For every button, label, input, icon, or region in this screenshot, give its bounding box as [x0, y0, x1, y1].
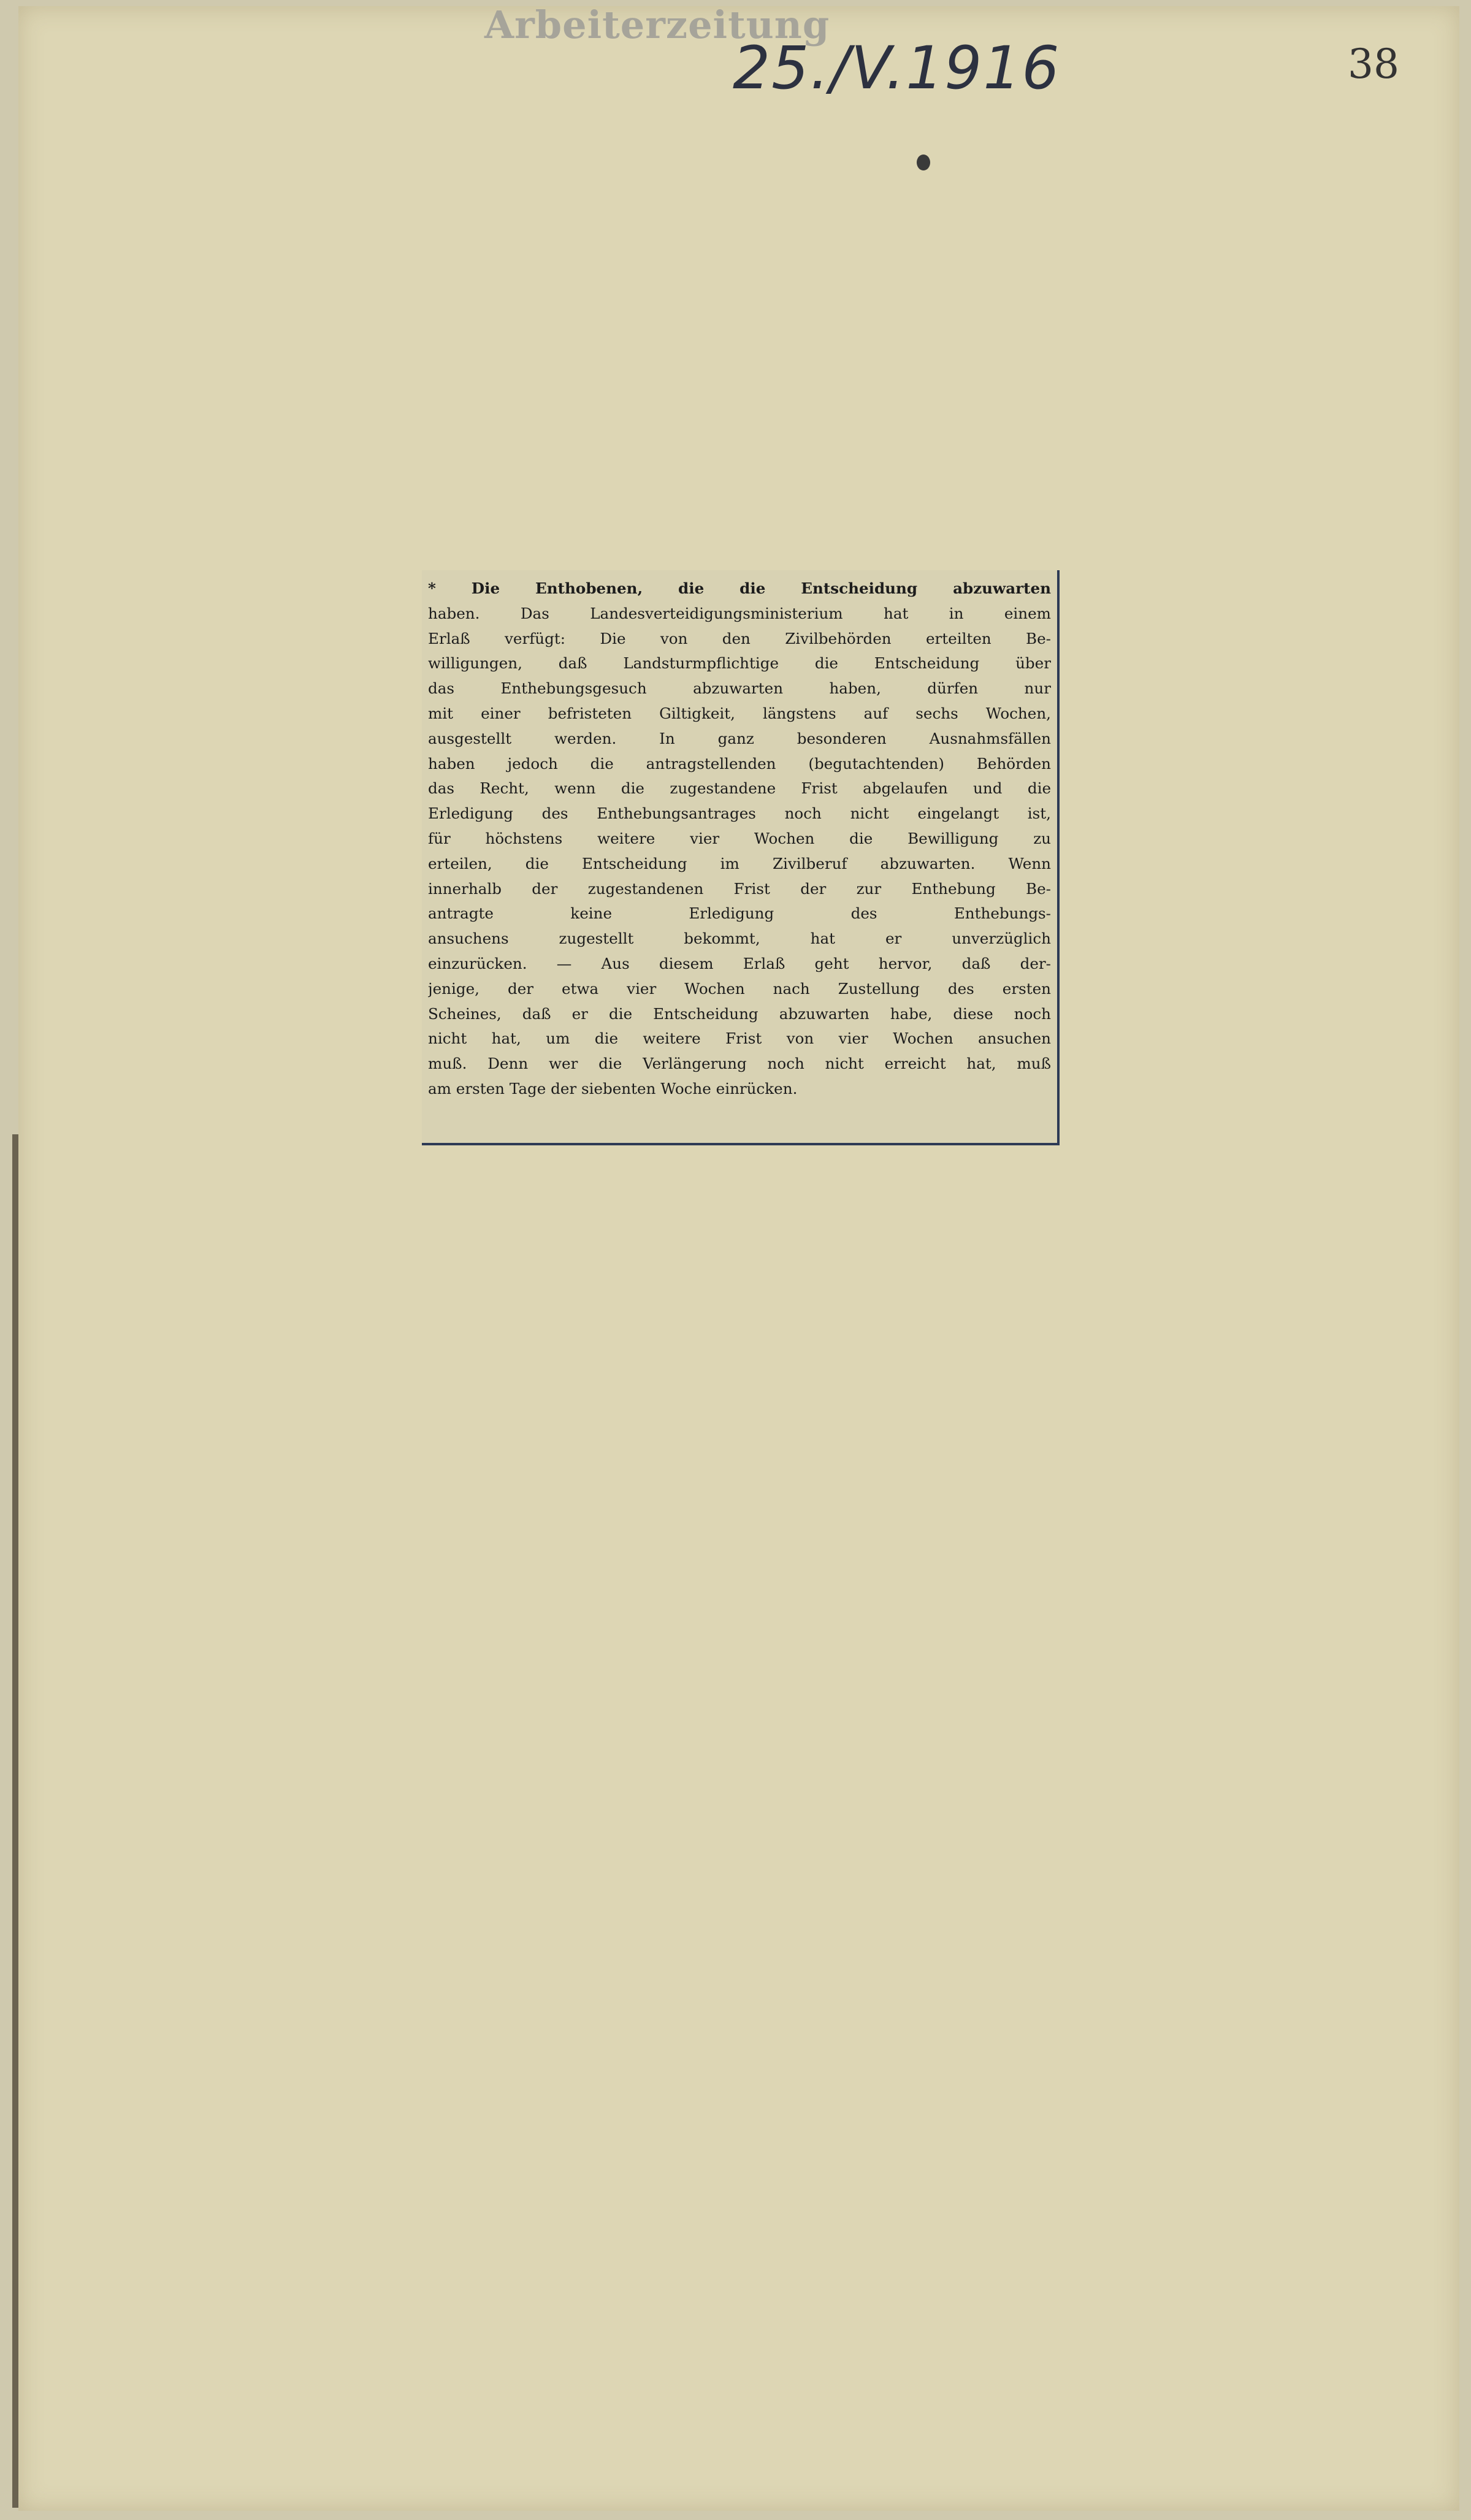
clipping-line: Erlaß verfügt: Die von den Zivilbehörden erteilten Be- — [428, 629, 1051, 647]
newspaper-clipping — [422, 570, 1060, 1145]
clipping-line: das Recht, wenn die zugestandene Frist abgelaufen und die — [428, 779, 1051, 798]
folio-number: 38 — [1348, 40, 1399, 88]
clipping-line: am ersten Tage der siebenten Woche einrücken. — [428, 1079, 798, 1098]
archive-sheet — [18, 6, 1459, 2511]
clipping-line: muß. Denn wer die Verlängerung noch nicht erreicht hat, muß — [428, 1055, 1051, 1073]
clipping-line: das Enthebungsgesuch abzuwarten haben, dürfen nur — [428, 679, 1051, 698]
clipping-line: innerhalb der zugestandenen Frist der zur Enthebung Be- — [428, 879, 1051, 898]
newspaper-stamp: Arbeiterzeitung — [484, 2, 830, 47]
clipping-line: Scheines, daß er die Entscheidung abzuwarten habe, diese noch — [428, 1004, 1051, 1023]
clipping-line: haben. Das Landesverteidigungsministerium hat in einem — [428, 604, 1051, 622]
clipping-line: einzurücken. — Aus diesem Erlaß geht hervor, daß der- — [428, 954, 1051, 972]
clipping-line: haben jedoch die antragstellenden (begutachtenden) Behörden — [428, 754, 1051, 773]
handwritten-date: 25./V.1916 — [733, 34, 1061, 102]
clipping-line: ausgestellt werden. In ganz besonderen Ausnahmsfällen — [428, 729, 1051, 747]
clipping-line: erteilen, die Entscheidung im Zivilberuf abzuwarten. Wenn — [428, 854, 1051, 872]
clipping-line: Erledigung des Enthebungsantrages noch nicht eingelangt ist, — [428, 804, 1051, 823]
clipping-line: antragte keine Erledigung des Enthebungs- — [428, 904, 1051, 923]
clipping-headline: * Die Enthobenen, die die Entscheidung abzuwarten — [428, 579, 1051, 597]
clipping-line: jenige, der etwa vier Wochen nach Zustellung des ersten — [428, 979, 1051, 998]
clipping-line: willigungen, daß Landsturmpflichtige die Entscheidung über — [428, 654, 1051, 673]
clipping-line: ansuchens zugestellt bekommt, hat er unverzüglich — [428, 930, 1051, 948]
clipping-line: mit einer befristeten Giltigkeit, längstens auf sechs Wochen, — [428, 704, 1051, 722]
clipping-line: für höchstens weitere vier Wochen die Bewilligung zu — [428, 829, 1051, 847]
pin-hole-mark — [917, 155, 930, 170]
clipping-line: nicht hat, um die weitere Frist von vier Wochen ansuchen — [428, 1029, 1051, 1048]
